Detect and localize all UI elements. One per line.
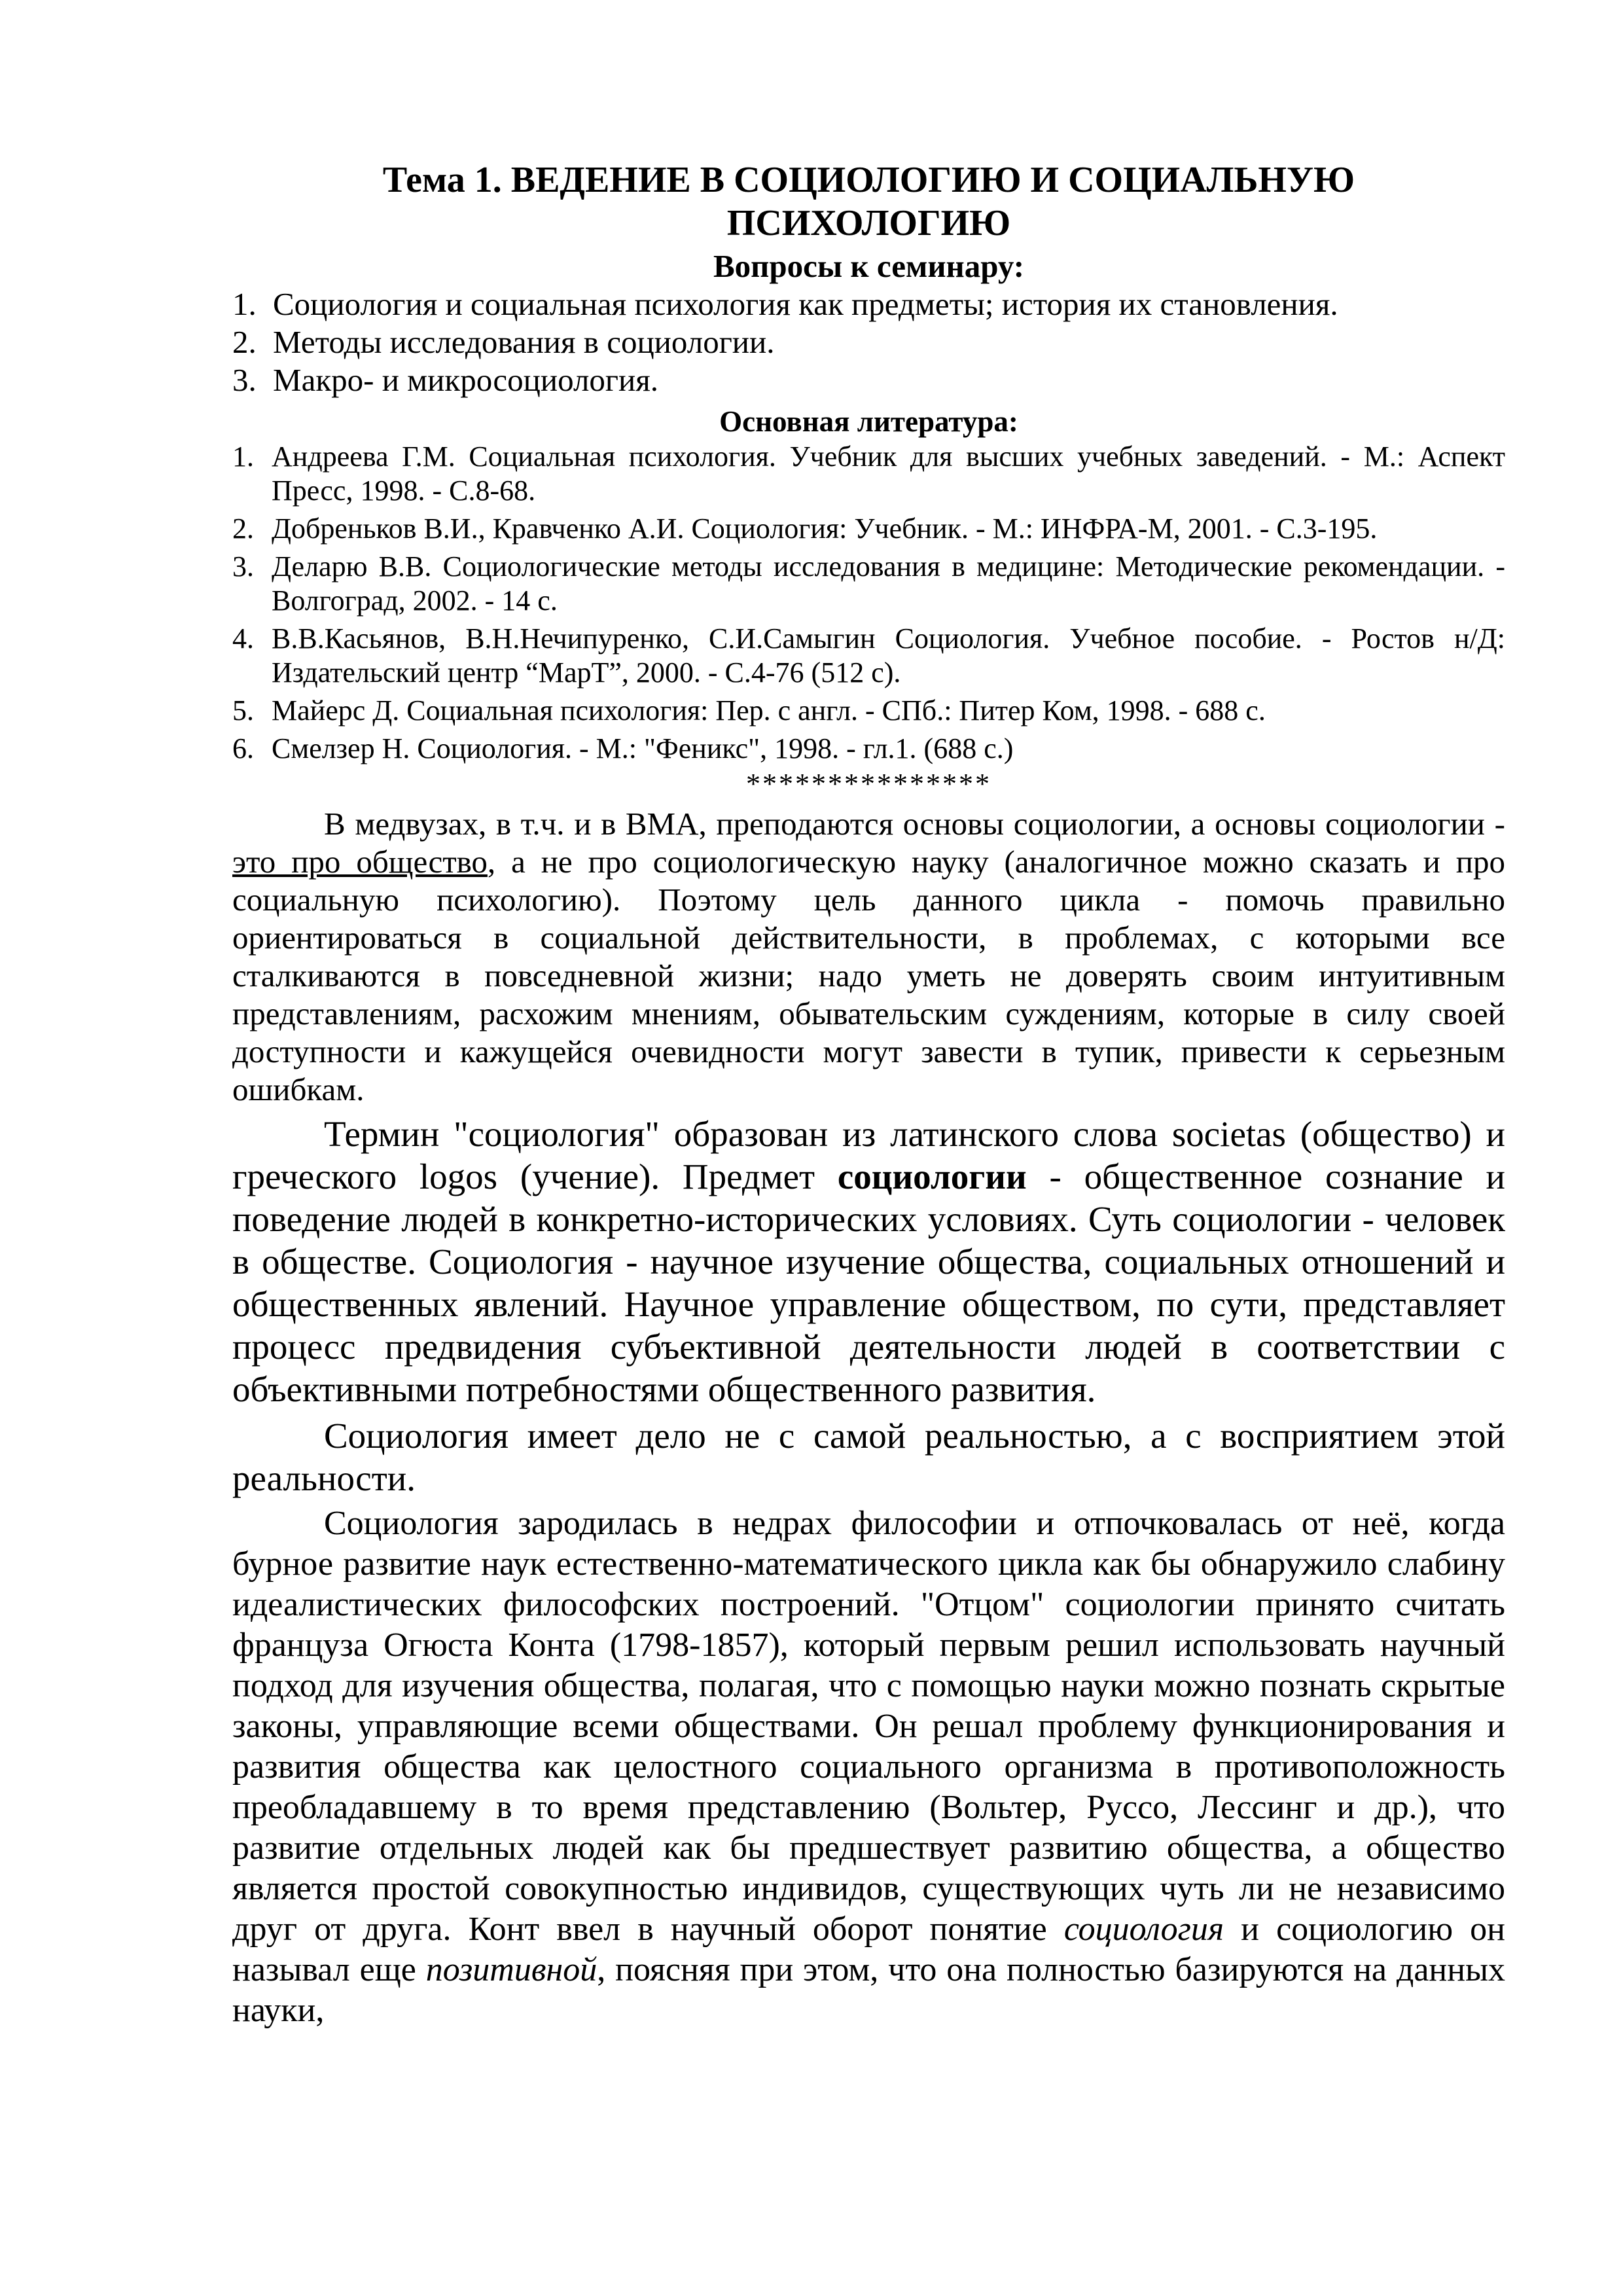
italic-term: социология <box>1063 1910 1224 1948</box>
paragraph-text: , поясняя при этом, что она полностью базируются на данных науки, <box>232 1951 1505 2029</box>
paragraph-term-definition <box>232 1113 1505 1410</box>
underlined-phrase: это про общество <box>232 844 488 880</box>
item-text: Макро- и микросоциология. <box>273 362 659 398</box>
list-item <box>232 550 1505 618</box>
paragraph-reality: Социология имеет дело не с самой реальностью, а с восприятием этой реальности. <box>232 1416 1505 1498</box>
title-line-2: ПСИХОЛОГИЮ <box>726 203 1011 243</box>
page-title <box>232 158 1505 245</box>
item-text: Андреева Г.М. Социальная психология. Учебник для высших учебных заведений. - М.: Аспект Пресс, 1998. - С.8-68. <box>272 440 1505 507</box>
list-item <box>232 512 1505 546</box>
item-number: 6. <box>232 732 254 764</box>
paragraph-text: и социологию он называл еще <box>232 1910 1505 1988</box>
seminar-question-list <box>232 285 1505 399</box>
document-page <box>232 158 1505 2031</box>
paragraph-text: Социология зародилась в недрах философии и отпочковалась от неё, когда бурное развитие наук естественно-математического цикла как бы обнаружило слабину идеалистических философских построений. "Отцом" социологии принято считать француза Огюста Конта (1798-1857), который первым решил использовать научный подход для изучения общества, полагая, что с помощью науки можно познать скрытые законы, управляющие всеми обществами. Он решал проблему функционирования и развития общества как целостного социального организма в противоположность преобладавшему в то время представлению (Вольтер, Руссо, Лессинг и др.), что развитие отдельных людей как бы предшествует развитию общества, а общество является простой совокупностью индивидов, существующих чуть ли не независимо друг от друга. Конт ввел в научный оборот понятие <box>232 1505 1505 1948</box>
list-item <box>232 440 1505 508</box>
item-number: 3. <box>232 550 254 583</box>
item-number: 3. <box>232 362 257 398</box>
title-line-1: Тема 1. ВЕДЕНИЕ В СОЦИОЛОГИЮ И СОЦИАЛЬНУЮ <box>382 160 1355 200</box>
list-item <box>232 622 1505 690</box>
paragraph-intro <box>232 805 1505 1109</box>
section-separator: *************** <box>746 768 991 800</box>
list-item <box>232 323 1505 361</box>
item-text: Добреньков В.И., Кравченко А.И. Социология: Учебник. - М.: ИНФРА-М, 2001. - С.3-195. <box>272 512 1378 545</box>
item-text: Майерс Д. Социальная психология: Пер. с англ. - СПб.: Питер Ком, 1998. - 688 с. <box>272 694 1266 726</box>
item-number: 1. <box>232 286 257 322</box>
literature-list <box>232 440 1505 766</box>
seminar-heading: Вопросы к семинару: <box>713 248 1025 284</box>
item-number: 2. <box>232 324 257 360</box>
bold-term: социологии <box>837 1157 1027 1196</box>
item-text: Методы исследования в социологии. <box>273 324 775 360</box>
paragraph-history <box>232 1503 1505 2031</box>
item-number: 2. <box>232 512 254 545</box>
item-text: Смелзер Н. Социология. - М.: "Феникс", 1998. - гл.1. (688 с.) <box>272 732 1014 764</box>
item-text: Деларю В.В. Социологические методы исследования в медицине: Методические рекомендации. - Волгоград, 2002. - 14 с. <box>272 550 1505 617</box>
italic-term: позитивной <box>425 1951 597 1988</box>
list-item <box>232 694 1505 728</box>
list-item <box>232 732 1505 766</box>
item-text: Социология и социальная психология как предметы; история их становления. <box>273 286 1338 322</box>
list-item <box>232 361 1505 399</box>
item-number: 1. <box>232 440 254 473</box>
item-text: В.В.Касьянов, В.Н.Нечипуренко, С.И.Самыгин Социология. Учебное пособие. - Ростов н/Д: Издательский центр “МарТ”, 2000. - С.4-76 (512 с). <box>272 622 1505 689</box>
literature-heading: Основная литература: <box>719 405 1018 438</box>
paragraph-text: , а не про социологическую науку (аналогичное можно сказать и про социальную психологию). Поэтому цель данного цикла - помочь правильно ориентироваться в социальной действительности, в проблемах, с которыми все сталкиваются в повседневной жизни; надо уметь не доверять своим интуитивным представлениям, расхожим мнениям, обывательским суждениям, которые в силу своей доступности и кажущейся очевидности могут завести в тупик, привести к серьезным ошибкам. <box>232 844 1506 1107</box>
paragraph-text: В медвузах, в т.ч. и в ВМА, преподаются основы социологии, а основы социологии - <box>324 806 1505 842</box>
item-number: 4. <box>232 622 254 655</box>
paragraph-text: Термин "социология" образован из латинского слова societas (общество) и греческого logos (учение). Предмет <box>232 1114 1505 1196</box>
list-item <box>232 285 1505 323</box>
item-number: 5. <box>232 694 254 726</box>
paragraph-text: - общественное сознание и поведение людей в конкретно-исторических условиях. Суть социологии - человек в обществе. Социология - научное изучение общества, социальных отношений и общественных явлений. Научное управление обществом, по сути, представляет процесс предвидения субъективной деятельности людей в соответствии с объективными потребностями общественного развития. <box>232 1157 1505 1409</box>
